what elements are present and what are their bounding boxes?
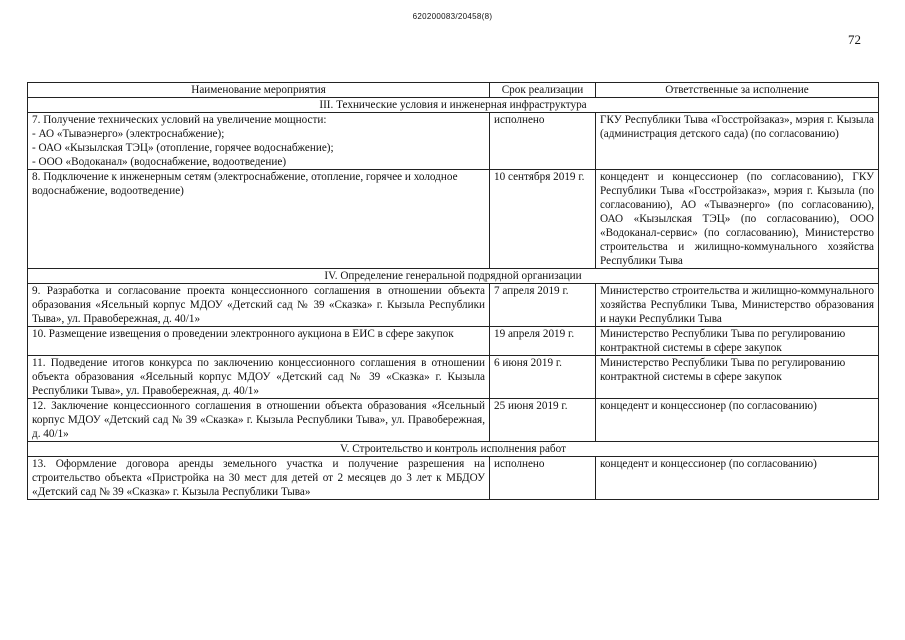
activity-line: 13. Оформление договора аренды земельного участка и получение разрешения на строительство объекта «Пристройка на 30 мест для детей от 2 месяцев до 3 лет к МБДОУ «Детский сад № 39 «Сказка» г. Кызыла Республики Тыва» — [32, 458, 485, 498]
activity-cell — [28, 399, 490, 442]
activity-cell — [28, 327, 490, 356]
activity-cell — [28, 113, 490, 170]
activity-line: 10. Размещение извещения о проведении электронного аукциона в ЕИС в сфере закупок — [32, 328, 454, 340]
responsible-cell: Министерство Республики Тыва по регулированию контрактной системы в сфере закупок — [596, 356, 879, 399]
header-row — [28, 83, 879, 98]
responsible-cell: ГКУ Республики Тыва «Госстройзаказ», мэрия г. Кызыла (администрация детского сада) (по согласованию) — [596, 113, 879, 170]
section-row — [28, 269, 879, 284]
activity-line: - ООО «Водоканал» (водоснабжение, водоотведение) — [32, 156, 287, 168]
header-activity: Наименование мероприятия — [28, 83, 490, 98]
deadline-cell: 6 июня 2019 г. — [490, 356, 596, 399]
deadline-cell: 25 июня 2019 г. — [490, 399, 596, 442]
activity-cell — [28, 457, 490, 500]
table-row — [28, 457, 879, 500]
deadline-cell: исполнено — [490, 113, 596, 170]
section-title: IV. Определение генеральной подрядной организации — [28, 269, 879, 284]
activity-cell — [28, 284, 490, 327]
responsible-cell: Министерство Республики Тыва по регулированию контрактной системы в сфере закупок — [596, 327, 879, 356]
activity-line: 12. Заключение концессионного соглашения в отношении объекта образования «Ясельный корпус МДОУ «Детский сад № 39 «Сказка» г. Кызыла Республики Тыва», ул. Правобережная, д. 40/1» — [32, 400, 485, 440]
responsible-cell: концедент и концессионер (по согласованию), ГКУ Республики Тыва «Госстройзаказ», мэрия г. Кызыла (по согласованию), АО «Тываэнерго» (по согласованию), ОАО «Кызылская ТЭЦ» (по согласованию), ООО «Водоканал-сервис» (по согласованию), Министерство строительства и жилищно-коммунального хозяйства Республики Тыва — [596, 170, 879, 269]
action-plan-table — [27, 82, 879, 500]
activity-line: 8. Подключение к инженерным сетям (электроснабжение, отопление, горячее и холодное водоснабжение, водоотведение) — [32, 171, 458, 197]
responsible-cell: концедент и концессионер (по согласованию) — [596, 457, 879, 500]
table-row — [28, 327, 879, 356]
header-responsible: Ответственные за исполнение — [596, 83, 879, 98]
activity-line: 7. Получение технических условий на увеличение мощности: — [32, 114, 327, 126]
activity-cell — [28, 356, 490, 399]
responsible-cell: Министерство строительства и жилищно-коммунального хозяйства Республики Тыва, Министерство образования и науки Республики Тыва — [596, 284, 879, 327]
activity-line: 11. Подведение итогов конкурса по заключению концессионного соглашения в отношении объекта образования «Ясельный корпус МДОУ «Детский сад № 39 «Сказка» г. Кызыла Республики Тыва», ул. Правобережная, д. 40/1» — [32, 357, 485, 397]
activity-line: - АО «Тываэнерго» (электроснабжение); — [32, 128, 225, 140]
document-id: 620200083/20458(8) — [412, 12, 493, 21]
table-row — [28, 356, 879, 399]
deadline-cell: исполнено — [490, 457, 596, 500]
activity-cell — [28, 170, 490, 269]
deadline-cell: 7 апреля 2019 г. — [490, 284, 596, 327]
table-row — [28, 399, 879, 442]
deadline-cell: 10 сентября 2019 г. — [490, 170, 596, 269]
activity-line: 9. Разработка и согласование проекта концессионного соглашения в отношении объекта образования «Ясельный корпус МДОУ «Детский сад № 39 «Сказка» г. Кызыла Республики Тыва», ул. Правобережная, д. 40/1» — [32, 285, 485, 325]
section-row — [28, 442, 879, 457]
activity-line: - ОАО «Кызылская ТЭЦ» (отопление, горячее водоснабжение); — [32, 142, 334, 154]
section-row — [28, 98, 879, 113]
header-deadline: Срок реализации — [490, 83, 596, 98]
responsible-cell: концедент и концессионер (по согласованию) — [596, 399, 879, 442]
table-row — [28, 284, 879, 327]
page-number: 72 — [848, 32, 861, 47]
deadline-cell: 19 апреля 2019 г. — [490, 327, 596, 356]
table-row — [28, 113, 879, 170]
section-title: V. Строительство и контроль исполнения работ — [28, 442, 879, 457]
section-title: III. Технические условия и инженерная инфраструктура — [28, 98, 879, 113]
table-row — [28, 170, 879, 269]
